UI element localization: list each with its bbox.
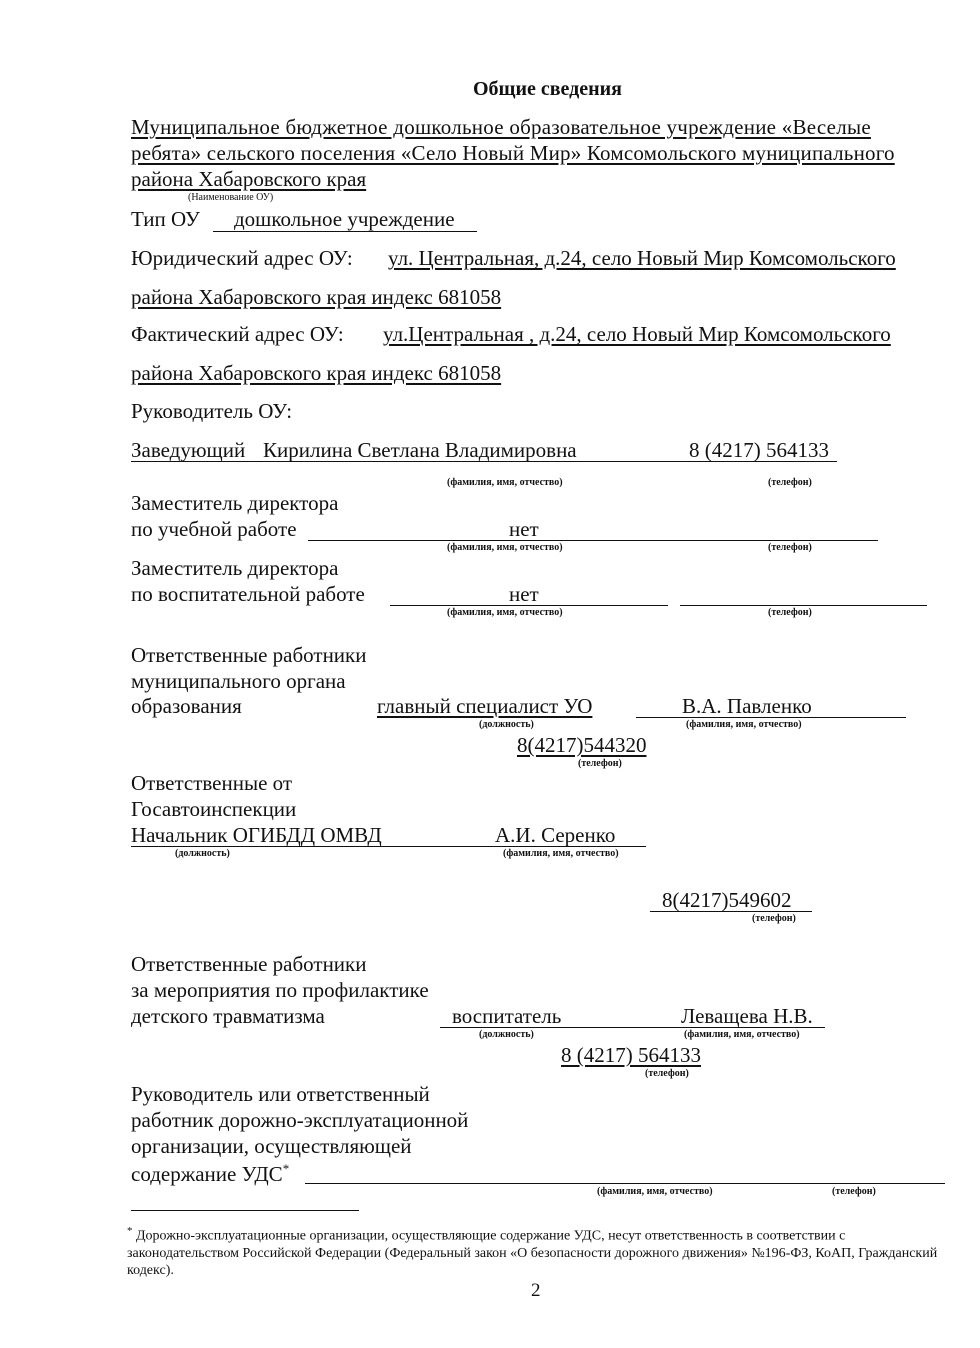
gai-name-caption: (фамилия, имя, отчество) (503, 848, 619, 859)
road-label4-text: содержание УДС (131, 1162, 283, 1186)
actual-address-label: Фактический адрес ОУ: (131, 322, 344, 346)
trauma-name: Леващева Н.В. (681, 1004, 813, 1028)
trauma-name-caption: (фамилия, имя, отчество) (684, 1029, 800, 1040)
road-footnote-ref: * (282, 1161, 290, 1176)
municipal-position-caption: (должность) (479, 719, 534, 730)
trauma-phone-caption: (телефон) (645, 1068, 689, 1079)
legal-address-label: Юридический адрес ОУ: (131, 246, 353, 270)
road-label4 (131, 1162, 289, 1185)
municipal-phone: 8(4217)544320 (517, 733, 647, 757)
deputy-edu-label1: Заместитель директора (131, 556, 339, 580)
deputy-study-label1: Заместитель директора (131, 491, 339, 515)
gai-name: А.И. Серенко (495, 823, 616, 847)
road-phone-caption: (телефон) (832, 1186, 876, 1197)
municipal-name-caption: (фамилия, имя, отчество) (686, 719, 802, 730)
deputy-study-label2: по учебной работе (131, 517, 297, 541)
head-label: Руководитель ОУ: (131, 399, 293, 423)
gai-position: Начальник ОГИБДД ОМВД (131, 823, 382, 847)
deputy-study-name-caption: (фамилия, имя, отчество) (447, 542, 563, 553)
road-label1: Руководитель или ответственный (131, 1082, 430, 1106)
road-name-caption: (фамилия, имя, отчество) (597, 1186, 713, 1197)
head-position: Заведующий (131, 438, 246, 462)
trauma-position-caption: (должность) (479, 1029, 534, 1040)
gai-position-caption: (должность) (175, 848, 230, 859)
org-name-line3: района Хабаровского края (131, 167, 367, 191)
municipal-label3: образования (131, 694, 242, 718)
actual-address-line1: ул.Центральная , д.24, село Новый Мир Комсомольского (383, 322, 891, 346)
deputy-edu-phone-caption: (телефон) (768, 607, 812, 618)
legal-address-line1: ул. Центральная, д.24, село Новый Мир Комсомольского (388, 246, 896, 270)
deputy-edu-value: нет (509, 582, 539, 606)
deputy-edu-name-caption: (фамилия, имя, отчество) (447, 607, 563, 618)
municipal-phone-caption: (телефон) (578, 758, 622, 769)
road-underline (305, 1183, 945, 1184)
type-value: дошкольное учреждение (234, 207, 455, 231)
footnote-separator (131, 1210, 359, 1211)
municipal-position: главный специалист УО (377, 694, 593, 718)
municipal-label2: муниципального органа (131, 669, 346, 693)
trauma-label1: Ответственные работники (131, 952, 367, 976)
deputy-edu-label2: по воспитательной работе (131, 582, 365, 606)
road-label2: работник дорожно-эксплуатационной (131, 1108, 469, 1132)
type-label: Тип ОУ (131, 207, 200, 231)
footnote-text: Дорожно-эксплуатационные организации, осуществляющие содержание УДС, несут ответственность в соответствии с законодательством Российской Федерации (Федеральный закон «О безопасности дорожного движения» №196-ФЗ, КоАП, Гражданский кодекс). (127, 1228, 938, 1278)
org-name-caption: (Наименование ОУ) (188, 192, 274, 203)
gai-phone: 8(4217)549602 (662, 888, 792, 912)
trauma-position: воспитатель (452, 1004, 562, 1028)
deputy-study-value: нет (509, 517, 539, 541)
trauma-phone: 8 (4217) 564133 (561, 1043, 701, 1067)
footnote (127, 1223, 945, 1279)
deputy-study-phone-caption: (телефон) (768, 542, 812, 553)
footnote-mark: * (127, 1225, 133, 1237)
org-name-line2: ребята» сельского поселения «Село Новый Мир» Комсомольского муниципального (131, 141, 895, 165)
type-underline (213, 231, 477, 232)
legal-address-line2: района Хабаровского края индекс 681058 (131, 285, 502, 309)
page-title: Общие сведения (473, 78, 622, 100)
road-label3: организации, осуществляющей (131, 1134, 412, 1158)
head-phone-caption: (телефон) (768, 477, 812, 488)
head-name-caption: (фамилия, имя, отчество) (447, 477, 563, 488)
org-name-line1: Муниципальное бюджетное дошкольное образовательное учреждение «Веселые (131, 115, 871, 139)
gai-label2: Госавтоинспекции (131, 797, 297, 821)
municipal-name: В.А. Павленко (682, 694, 812, 718)
head-phone: 8 (4217) 564133 (689, 438, 829, 462)
trauma-label2: за мероприятия по профилактике (131, 978, 429, 1002)
trauma-label3: детского травматизма (131, 1004, 325, 1028)
deputy-study-underline (308, 540, 878, 541)
head-name: Кирилина Светлана Владимировна (263, 438, 577, 462)
municipal-label1: Ответственные работники (131, 643, 367, 667)
gai-label1: Ответственные от (131, 771, 293, 795)
gai-phone-caption: (телефон) (752, 913, 796, 924)
page-number: 2 (531, 1280, 541, 1301)
actual-address-line2: района Хабаровского края индекс 681058 (131, 361, 502, 385)
deputy-edu-phone-underline (680, 605, 927, 606)
